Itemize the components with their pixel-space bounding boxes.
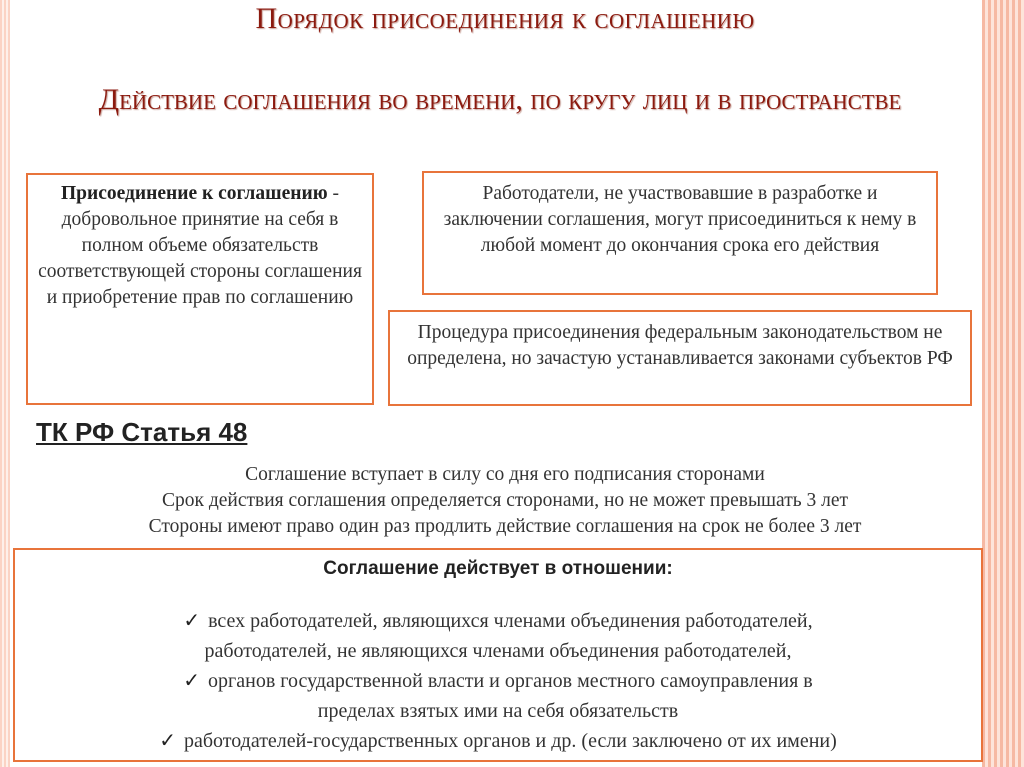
slide-title: Порядок присоединения к соглашению bbox=[255, 2, 755, 35]
definition-text: добровольное принятие на себя в полном объеме обязательств соответствующей стороны соглашения и приобретение прав по соглашению bbox=[38, 209, 362, 308]
scope-item: ✓ органов государственной власти и органов местного самоуправления в bbox=[183, 670, 813, 692]
procedure-box: Процедура присоединения федеральным законодательством не определена, но зачастую устанавливается законами субъектов РФ bbox=[388, 310, 972, 406]
scope-item: пределах взятых ими на себя обязательств bbox=[317, 700, 679, 722]
left-decorative-stripes bbox=[0, 0, 10, 767]
tk-line: Соглашение вступает в силу со дня его подписания сторонами bbox=[245, 464, 765, 485]
slide-subtitle: Действие соглашения во времени, по кругу лиц и в пространстве bbox=[98, 83, 902, 116]
definition-separator: - bbox=[327, 183, 339, 204]
right-decorative-stripes bbox=[982, 0, 1024, 767]
tk-lines bbox=[10, 462, 1000, 540]
scope-box bbox=[13, 548, 983, 762]
tk-line: Стороны имеют право один раз продлить действие соглашения на срок не более 3 лет bbox=[148, 516, 862, 537]
tk-line: Срок действия соглашения определяется сторонами, но не может превышать 3 лет bbox=[161, 490, 849, 511]
check-icon: ✓ bbox=[183, 610, 201, 632]
definition-term: Присоединение к соглашению bbox=[61, 183, 328, 204]
tk-heading: ТК РФ Статья 48 bbox=[36, 417, 248, 447]
check-icon: ✓ bbox=[159, 730, 176, 752]
scope-item: ✓ работодателей-государственных органов и др. (если заключено от их имени) bbox=[159, 730, 837, 752]
scope-item: ✓ всех работодателей, являющихся членами объединения работодателей, bbox=[183, 610, 813, 632]
scope-title: Соглашение действует в отношении: bbox=[323, 558, 673, 579]
slide bbox=[10, 0, 982, 767]
check-icon: ✓ bbox=[183, 670, 201, 692]
scope-item: работодателей, не являющихся членами объединения работодателей, bbox=[204, 640, 792, 662]
definition-box bbox=[26, 173, 374, 405]
employers-box: Работодатели, не участвовавшие в разработке и заключении соглашения, могут присоединиться к нему в любой момент до окончания срока его действия bbox=[422, 171, 938, 295]
